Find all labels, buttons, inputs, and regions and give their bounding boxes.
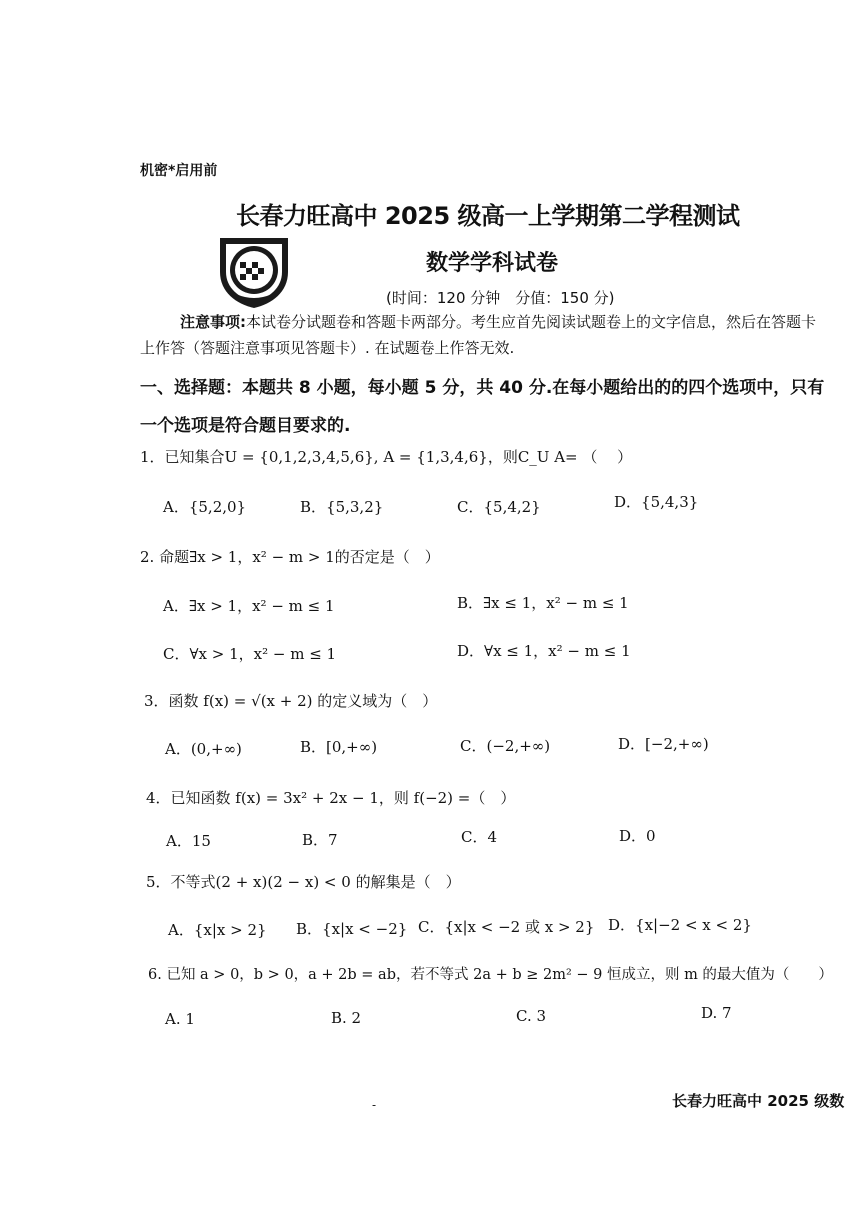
question-5-option-b: B．{x|x < −2} [296,920,408,938]
question-2-option-b: B．∃x ≤ 1，x² − m ≤ 1 [457,594,629,612]
notice-text: 本试卷分试题卷和答题卡两部分。考生应首先阅读试题卷上的文字信息，然后在答题卡上作答（答题注意事项见答题卡）. 在试题卷上作答无效. [140,313,817,357]
question-4-stem: 4．已知函数 f(x) = 3x² + 2x − 1，则 f(−2) =（ ） [146,789,516,807]
exam-subtitle: 数学学科试卷 [426,251,559,276]
question-2-option-d: D．∀x ≤ 1，x² − m ≤ 1 [457,642,631,660]
question-5-option-a: A．{x|x > 2} [168,921,267,939]
question-6-option-b: B. 2 [331,1009,362,1027]
question-5-option-d: D．{x|−2 < x < 2} [608,916,752,934]
question-1-option-d: D．{5,4,3} [614,493,699,511]
question-1-stem: 1．已知集合U = {0,1,2,3,4,5,6}, A = {1,3,4,6}，则C_U A= （ ） [140,448,633,466]
question-4-option-b: B．7 [302,831,338,849]
notice-paragraph [140,309,828,361]
question-6-option-d: D. 7 [701,1004,732,1022]
question-2-stem: 2. 命题∃x > 1，x² − m > 1的否定是（ ） [140,548,440,566]
notice-label: 注意事项: [180,313,246,331]
question-6-option-c: C. 3 [516,1007,547,1025]
question-2-option-c: C．∀x > 1，x² − m ≤ 1 [163,645,337,663]
question-5-stem: 5．不等式(2 + x)(2 − x) < 0 的解集是（ ） [146,873,461,891]
footer-school-name: 长春力旺高中 2025 级数 [672,1092,845,1110]
section-heading: 一、选择题：本题共 8 小题，每小题 5 分，共 40 分.在每小题给出的的四个选项中，只有一个选项是符合题目要求的. [140,378,825,436]
confidential-mark: 机密*启用前 [140,163,218,179]
question-4-option-d: D．0 [619,827,656,845]
question-2-option-a: A．∃x > 1，x² − m ≤ 1 [163,597,335,615]
question-1-option-a: A．{5,2,0} [163,498,247,516]
question-3-stem: 3．函数 f(x) = √(x + 2) 的定义域为（ ） [144,692,438,710]
question-3-option-a: A．(0,+∞) [165,740,242,758]
question-1-option-b: B．{5,3,2} [300,498,384,516]
question-3-option-d: D．[−2,+∞) [618,735,709,753]
question-4-option-a: A．15 [166,832,211,850]
question-1-option-c: C．{5,4,2} [457,498,541,516]
question-5-option-c: C．{x|x < −2 或 x > 2} [418,918,595,936]
question-4-option-c: C．4 [461,828,498,846]
question-6-option-a: A. 1 [165,1010,195,1028]
school-crest-icon [214,232,294,310]
time-score-info: (时间：120 分钟 分值：150 分) [386,289,615,307]
question-3-option-b: B．[0,+∞) [300,738,378,756]
exam-title: 长春力旺高中 2025 级高一上学期第二学程测试 [236,202,740,230]
question-3-option-c: C．(−2,+∞) [460,737,551,755]
question-6-stem: 6. 已知 a > 0，b > 0，a + 2b = ab，若不等式 2a + b ≥ 2m² − 9 恒成立，则 m 的最大值为（ ） [148,967,833,983]
page-dash: - [372,1098,377,1112]
